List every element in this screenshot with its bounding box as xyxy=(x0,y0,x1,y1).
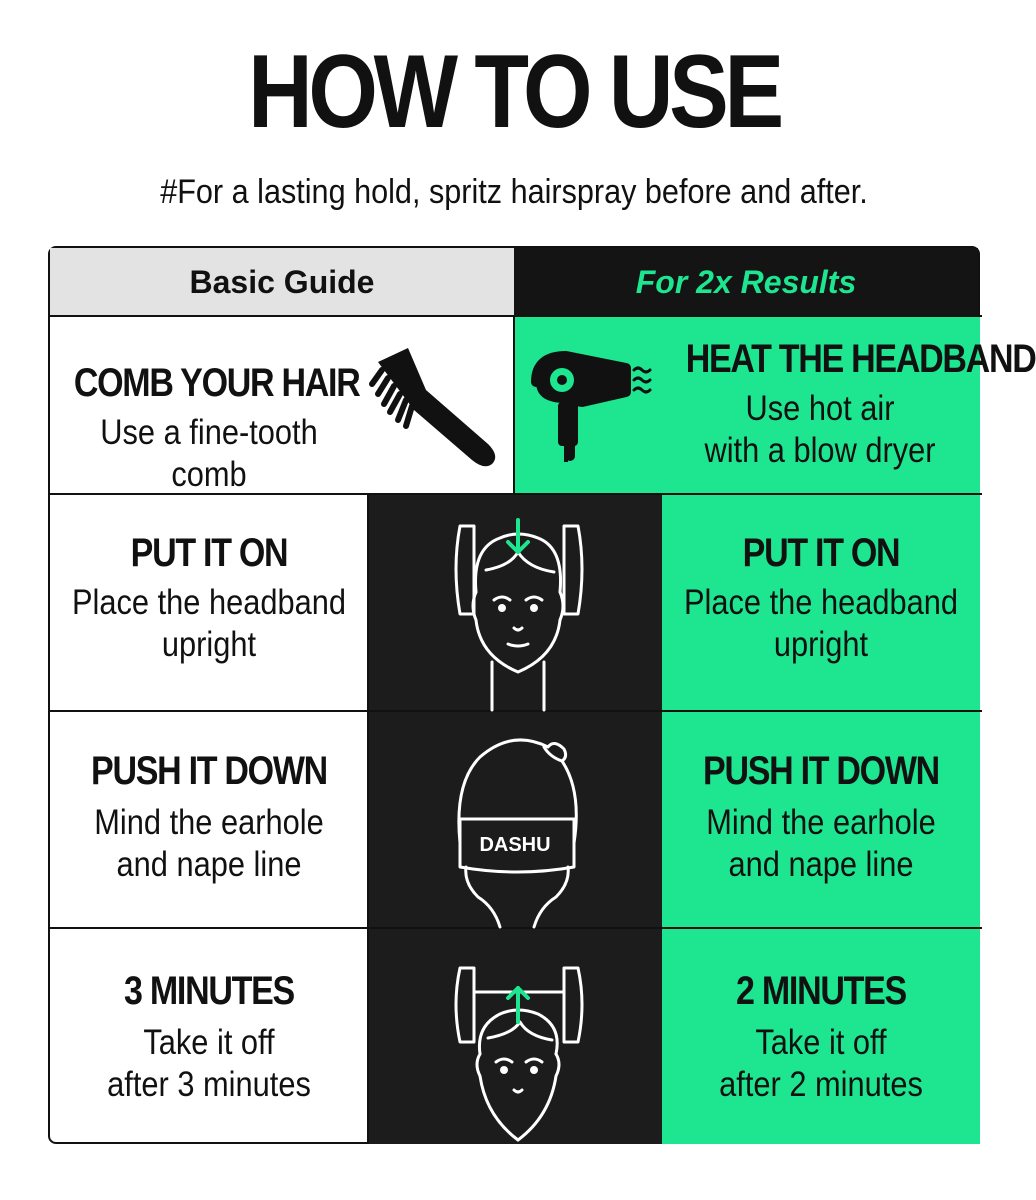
step2-double-desc1: Place the headband xyxy=(683,583,959,622)
step3-basic-desc1: Mind the earhole xyxy=(94,803,324,842)
divider xyxy=(50,927,982,929)
step3-basic-title: PUSH IT DOWN xyxy=(91,749,327,793)
page-subtitle: #For a lasting hold, spritz hairspray before and after. xyxy=(160,173,868,211)
divider xyxy=(513,316,515,494)
step2-double-title: PUT IT ON xyxy=(742,531,900,575)
step4-double-desc1: Take it off xyxy=(755,1023,887,1062)
step1-double-desc1: Use hot air xyxy=(745,389,895,428)
step1-double-title: HEAT THE HEADBAND xyxy=(685,337,1036,381)
instructions-table xyxy=(48,246,1036,1144)
head-back-headband-icon xyxy=(368,713,662,927)
step2-basic-desc1: Place the headband xyxy=(71,583,347,622)
face-headband-on-icon xyxy=(368,496,662,710)
divider xyxy=(50,710,982,712)
step1-basic-desc: Use a fine-tooth comb xyxy=(100,413,318,494)
step3-double-desc1: Mind the earhole xyxy=(706,803,936,842)
comb-icon xyxy=(368,344,508,474)
double-results-header: For 2x Results xyxy=(514,248,978,316)
step4-basic-title: 3 MINUTES xyxy=(124,969,294,1013)
step4-basic-desc2: after 3 minutes xyxy=(107,1065,311,1104)
face-headband-off-icon xyxy=(368,930,662,1144)
basic-guide-header: Basic Guide xyxy=(50,248,514,316)
step2-basic-desc2: upright xyxy=(161,625,257,664)
step2-double-desc2: upright xyxy=(773,625,869,664)
step3-basic-desc2: and nape line xyxy=(116,845,302,884)
step3-double-desc2: and nape line xyxy=(728,845,914,884)
divider xyxy=(50,315,982,317)
page-title: HOW TO USE xyxy=(248,34,780,150)
step1-basic-title: COMB YOUR HAIR xyxy=(73,361,360,405)
step3-double-title: PUSH IT DOWN xyxy=(703,749,939,793)
headband-brand-label: DASHU xyxy=(479,834,551,856)
blow-dryer-icon xyxy=(530,348,660,468)
step2-basic-title: PUT IT ON xyxy=(130,531,288,575)
step4-basic-desc1: Take it off xyxy=(143,1023,275,1062)
step1-double-desc2: with a blow dryer xyxy=(704,431,936,470)
step4-double-title: 2 MINUTES xyxy=(736,969,906,1013)
step4-double-desc2: after 2 minutes xyxy=(719,1065,923,1104)
